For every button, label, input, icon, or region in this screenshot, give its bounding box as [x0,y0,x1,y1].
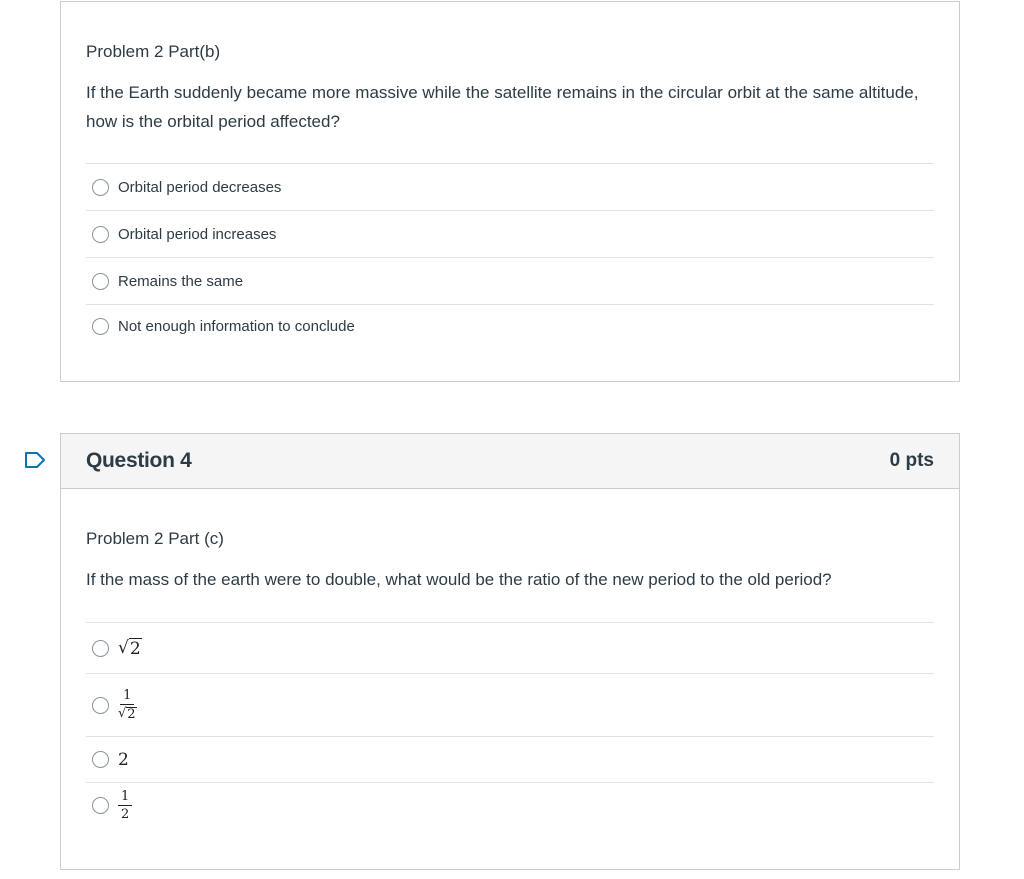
answer-option[interactable] [86,163,934,210]
question-3-part-label: Problem 2 Part(b) [86,42,221,61]
answer-label: Orbital period increases [118,225,277,243]
answer-label: Remains the same [118,272,244,290]
radio-button[interactable] [92,179,109,196]
question-4-card [60,433,960,870]
radio-button[interactable] [92,697,109,714]
question-3-answers [86,163,934,348]
answer-label: Not enough information to conclude [118,318,355,335]
flag-question-icon[interactable] [24,451,46,469]
answer-one-over-sqrt-2 [118,689,137,721]
question-4-body [61,489,959,828]
fraction-numerator: 1 [120,689,134,705]
fraction-denominator: 2 [121,807,130,822]
radio-button[interactable] [92,226,109,243]
answer-option[interactable] [86,736,934,782]
question-title: Question 4 [86,449,192,472]
answer-sqrt-2 [118,638,142,659]
radicand: 2 [129,638,141,659]
radio-button[interactable] [92,751,109,768]
question-4-part-label: Problem 2 Part (c) [86,529,224,548]
answer-option[interactable] [86,210,934,257]
answer-option[interactable] [86,673,934,736]
answer-label: Orbital period decreases [118,178,282,196]
answer-option[interactable] [86,782,934,828]
question-3-body [61,2,959,348]
radio-button[interactable] [92,273,109,290]
answer-option[interactable] [86,257,934,304]
radical-sign: √ [118,637,129,658]
radical-sign: √ [118,706,127,721]
radio-button[interactable] [92,318,109,335]
question-points: 0 pts [889,450,934,471]
question-3-text: If the Earth suddenly became more massive while the satellite remains in the circular orbit at the same altitude, how is the orbital period affected? [86,83,919,131]
answer-option[interactable] [86,622,934,673]
question-4-answers [86,622,934,828]
fraction-denominator [118,705,137,721]
answer-option[interactable] [86,304,934,348]
radicand: 2 [127,707,136,722]
answer-two: 2 [118,749,129,770]
question-4-header [61,434,959,489]
radio-button[interactable] [92,640,109,657]
question-3-card [60,1,960,382]
question-4-text: If the mass of the earth were to double, what would be the ratio of the new period to the old period? [86,570,832,589]
answer-one-half [118,790,132,821]
radio-button[interactable] [92,797,109,814]
fraction-numerator: 1 [118,790,132,806]
